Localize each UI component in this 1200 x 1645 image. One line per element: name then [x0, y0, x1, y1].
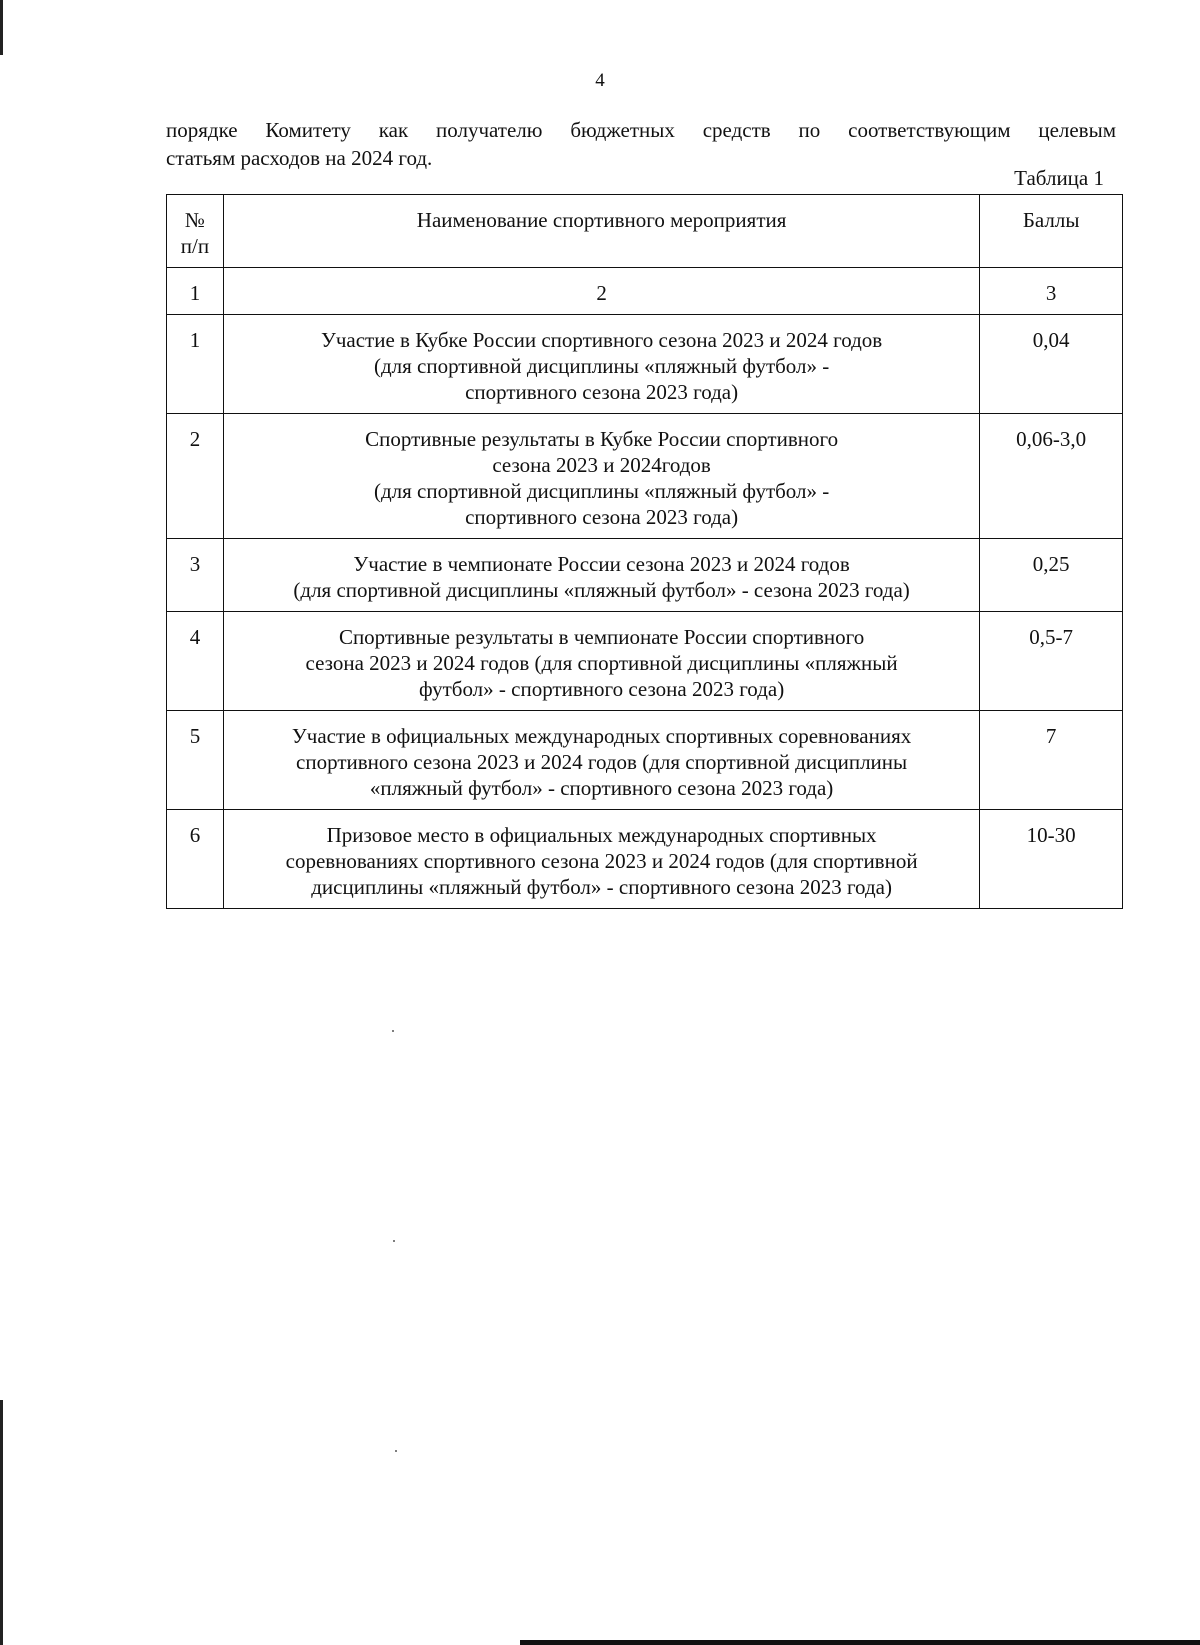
column-index-row	[167, 268, 1123, 315]
scan-speck	[393, 1240, 395, 1242]
table-header-row	[167, 195, 1123, 268]
table-row	[167, 612, 1123, 711]
scan-speck	[395, 1450, 397, 1452]
row-name-line: (для спортивной дисциплины «пляжный футбол» - сезона 2023 года)	[293, 578, 910, 602]
row-name-line: (для спортивной дисциплины «пляжный футбол» -	[373, 354, 830, 378]
row-name-line: сезона 2023 и 2024годов	[492, 453, 711, 477]
row-name-line: Участие в официальных международных спортивных соревнованиях	[291, 724, 912, 748]
row-name-cell	[223, 539, 979, 612]
intro-line: статьям расходов на 2024 год.	[166, 146, 433, 170]
index-num-cell: 1	[167, 268, 224, 315]
row-name-line: спортивного сезона 2023 года)	[465, 380, 739, 404]
index-score-cell: 3	[980, 268, 1123, 315]
row-num-cell: 3	[167, 539, 224, 612]
row-name-line: Участие в чемпионате России сезона 2023 и 2024 годов	[353, 552, 850, 576]
row-num-cell: 5	[167, 711, 224, 810]
row-name-line: Участие в Кубке России спортивного сезона 2023 и 2024 годов	[320, 328, 883, 352]
row-name-line: Спортивные результаты в Кубке России спортивного	[365, 427, 839, 451]
row-name-line: (для спортивной дисциплины «пляжный футбол» -	[373, 479, 830, 503]
row-name-cell	[223, 810, 979, 909]
row-score-cell: 0,25	[980, 539, 1123, 612]
intro-line: порядке Комитету как получателю бюджетных средств по соответствующим целевым	[166, 118, 1116, 142]
header-num-label	[175, 207, 215, 259]
row-name-cell	[223, 612, 979, 711]
row-score-cell: 0,5-7	[980, 612, 1123, 711]
row-num-cell: 1	[167, 315, 224, 414]
row-name-line: «пляжный футбол» - спортивного сезона 2023 года)	[369, 776, 834, 800]
row-name-line: соревнованиях спортивного сезона 2023 и 2024 годов (для спортивной	[285, 849, 918, 873]
header-name-cell: Наименование спортивного мероприятия	[223, 195, 979, 268]
scan-edge-mark	[0, 1400, 3, 1645]
row-name-line: спортивного сезона 2023 и 2024 годов (для спортивной дисциплины	[296, 750, 908, 774]
header-num-cell	[167, 195, 224, 268]
row-num-cell: 6	[167, 810, 224, 909]
row-name-cell	[223, 414, 979, 539]
row-score-cell: 7	[980, 711, 1123, 810]
page-number: 4	[595, 70, 605, 91]
row-score-cell: 10-30	[980, 810, 1123, 909]
table-row	[167, 810, 1123, 909]
row-name-line: Призовое место в официальных международных спортивных	[326, 823, 877, 847]
row-name-line: спортивного сезона 2023 года)	[465, 505, 739, 529]
table-row	[167, 711, 1123, 810]
scan-edge-mark	[520, 1640, 1200, 1645]
row-num-cell: 2	[167, 414, 224, 539]
index-name-cell: 2	[223, 268, 979, 315]
row-name-line: Спортивные результаты в чемпионате России спортивного	[338, 625, 865, 649]
scan-edge-mark	[0, 0, 3, 55]
table-row	[167, 315, 1123, 414]
table-caption: Таблица 1	[1014, 166, 1104, 190]
header-score-cell: Баллы	[980, 195, 1123, 268]
row-score-cell: 0,04	[980, 315, 1123, 414]
row-name-line: футбол» - спортивного сезона 2023 года)	[419, 677, 785, 701]
table-row	[167, 539, 1123, 612]
scan-speck	[392, 1030, 394, 1032]
row-name-cell	[223, 315, 979, 414]
row-name-cell	[223, 711, 979, 810]
scores-table	[166, 194, 1123, 909]
row-name-line: сезона 2023 и 2024 годов (для спортивной дисциплины «пляжный	[305, 651, 898, 675]
table-row	[167, 414, 1123, 539]
row-score-cell: 0,06-3,0	[980, 414, 1123, 539]
row-name-line: дисциплины «пляжный футбол» - спортивного сезона 2023 года)	[311, 875, 892, 899]
intro-paragraph	[166, 116, 1116, 172]
row-num-cell: 4	[167, 612, 224, 711]
header-num-text: № п/п	[180, 208, 210, 258]
